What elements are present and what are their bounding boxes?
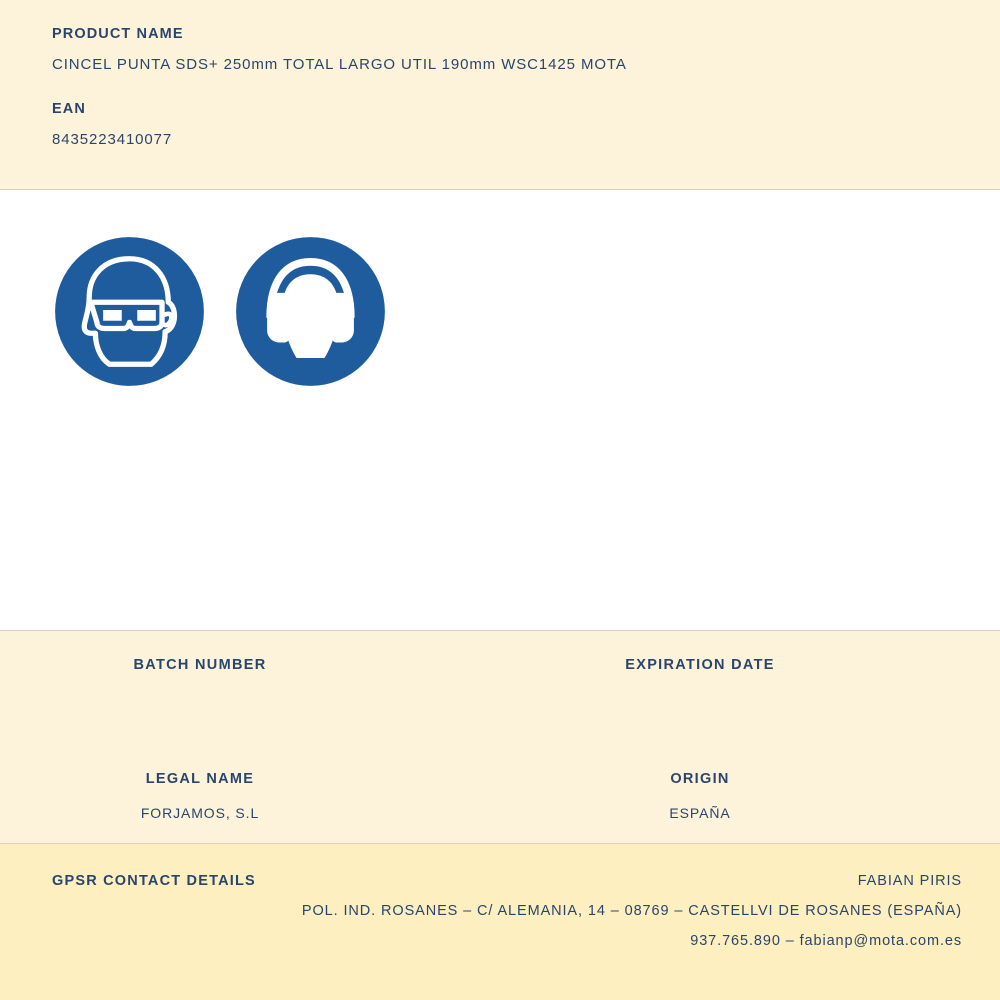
expiration-date-label: EXPIRATION DATE xyxy=(625,657,775,673)
batch-number-label: BATCH NUMBER xyxy=(133,657,267,673)
batch-row xyxy=(0,657,1000,709)
origin-block xyxy=(500,771,1000,823)
gpsr-footer-row xyxy=(52,866,962,896)
legal-name-block xyxy=(0,771,500,823)
origin-value: ESPAÑA xyxy=(669,805,731,821)
origin-label: ORIGIN xyxy=(670,771,730,787)
expiration-date-value xyxy=(500,691,900,709)
batch-number-block xyxy=(0,657,500,709)
legal-name-label: LEGAL NAME xyxy=(145,771,255,787)
gpsr-footer-section xyxy=(0,844,1000,1000)
product-name-label: PRODUCT NAME xyxy=(52,26,184,42)
gpsr-contact-phone-email: 937.765.890 – fabianp@mota.com.es xyxy=(690,933,962,949)
legal-row xyxy=(0,771,1000,823)
gpsr-contact-address: POL. IND. ROSANES – C/ ALEMANIA, 14 – 08769 – CASTELLVI DE ROSANES (ESPAÑA) xyxy=(301,903,962,919)
batch-number-value xyxy=(0,691,400,709)
spacer xyxy=(0,709,1000,771)
eye-protection-icon xyxy=(52,234,207,389)
gpsr-contact-name: FABIAN PIRIS xyxy=(857,873,962,889)
pictogram-row xyxy=(52,234,948,389)
ean-label: EAN xyxy=(52,101,86,117)
legal-name-value: FORJAMOS, S.L xyxy=(140,805,260,821)
product-details-section xyxy=(0,0,1000,190)
spacer xyxy=(52,73,948,101)
ear-protection-icon xyxy=(233,234,388,389)
expiration-date-block xyxy=(500,657,1000,709)
batch-section xyxy=(0,631,1000,844)
gpsr-contact-label: GPSR CONTACT DETAILS xyxy=(52,873,256,889)
ean-value: 8435223410077 xyxy=(52,131,173,148)
product-name-value: CINCEL PUNTA SDS+ 250mm TOTAL LARGO UTIL 190mm WSC1425 MOTA xyxy=(52,56,627,73)
pictogram-section xyxy=(0,190,1000,631)
